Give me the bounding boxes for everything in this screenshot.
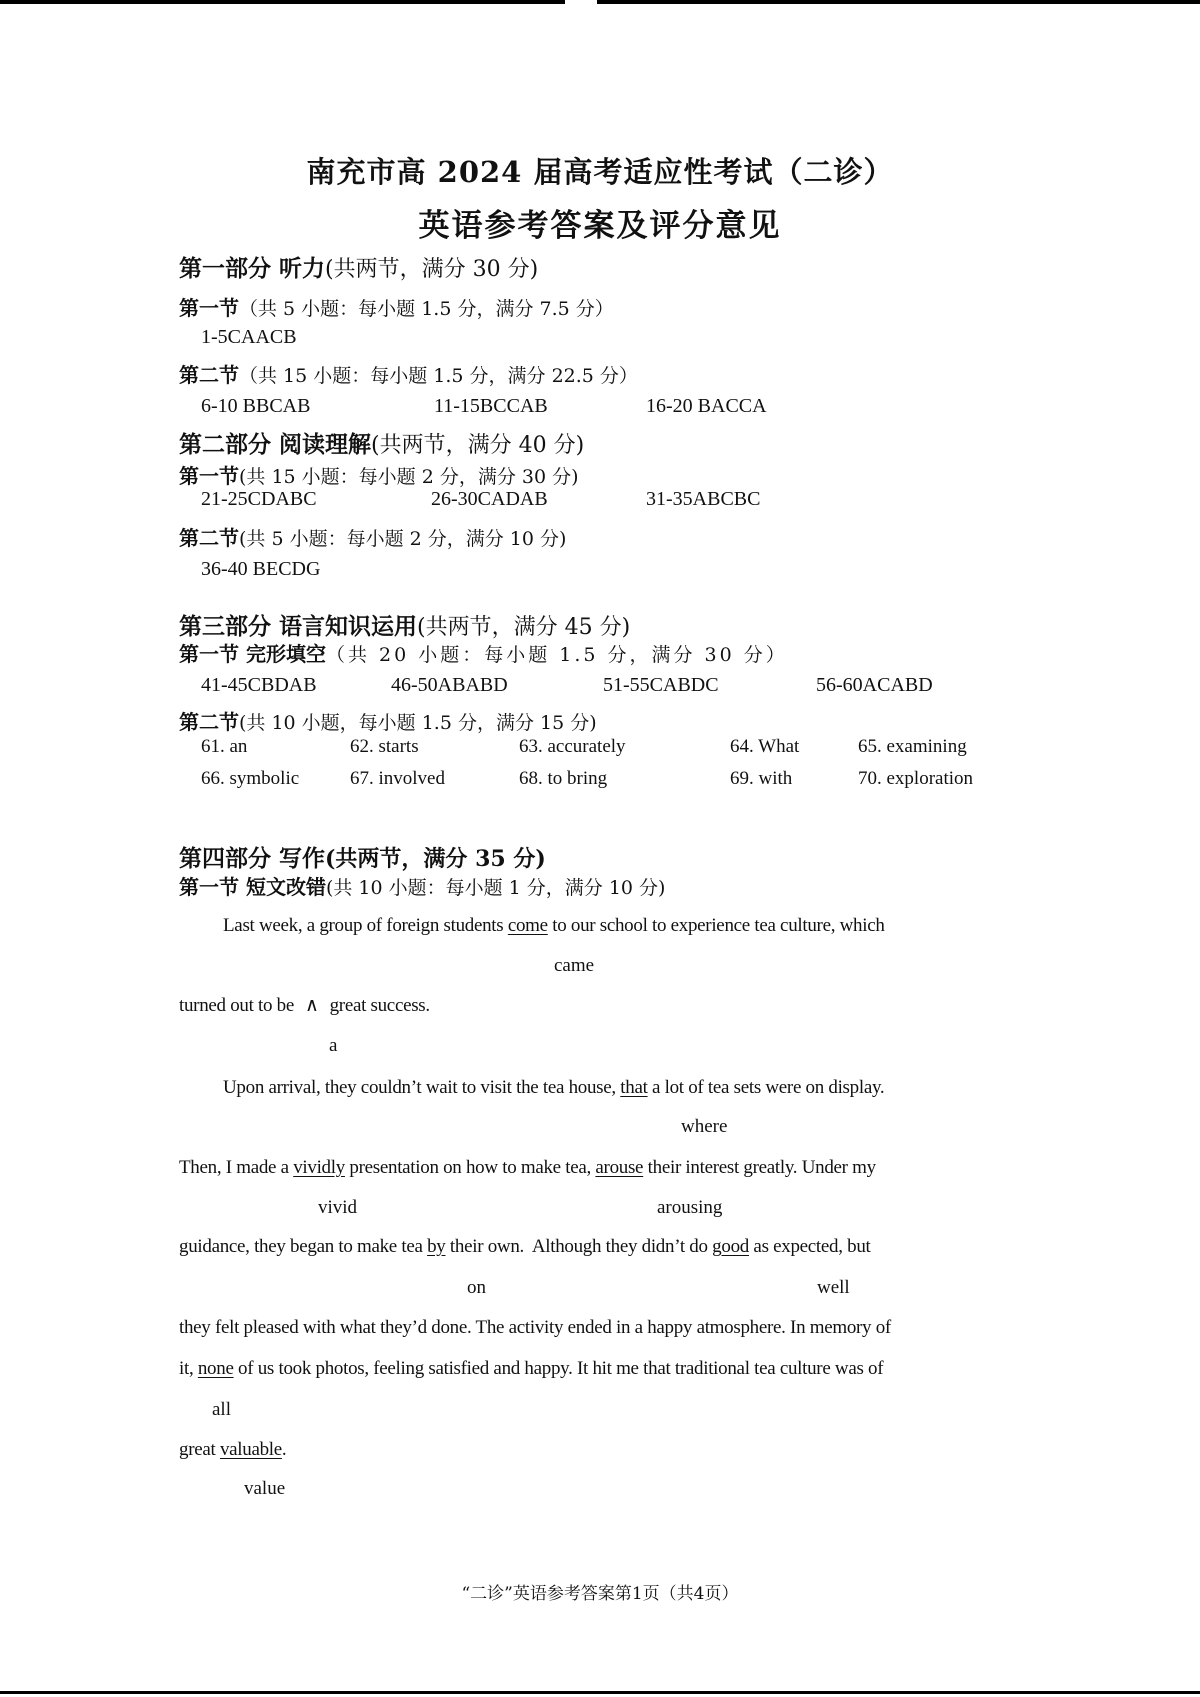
error-word: vividly [293,1157,345,1178]
answer-group: 6-10 BBCAB [201,395,311,417]
scan-edge-top-right [597,0,1200,4]
section-note: (共 10 小题：每小题 1 分，满分 10 分) [325,877,666,899]
answer-group: 36-40 BECDG [201,558,321,580]
passage-text: it, [179,1358,198,1379]
part1-note: (共两节，满分 30 分) [325,257,539,282]
answer-item: 63. accurately [519,736,626,757]
answer-item: 62. starts [350,736,419,757]
answer-item: 68. to bring [519,768,608,789]
answer-group: 11-15BCCAB [434,395,548,417]
passage-line [179,1358,883,1380]
answer-group: 1-5CAACB [201,326,297,348]
correction-word: came [554,955,595,976]
section-note: (共 10 小题，每小题 1.5 分，满分 15 分) [239,712,597,734]
answer-group: 26-30CADAB [431,488,548,510]
answer-group: 56-60ACABD [816,674,933,696]
document-title: 南充市高 2024 届高考适应性考试（二诊） [306,155,894,189]
passage-text: guidance, they began to make tea [179,1236,428,1257]
part4-sec1-heading [179,871,665,900]
correction-word: all [212,1399,231,1420]
part4-heading [179,840,546,873]
section-note: （共 20 小题：每小题 1.5 分，满分 30 分） [325,644,788,666]
part2-sec1-heading [179,460,579,489]
passage-line [223,1077,884,1099]
part4-note: (共两节，满分 35 分) [325,846,546,872]
answer-group: 41-45CBDAB [201,674,317,696]
section-label: 第一节 [179,464,239,488]
passage-text: to our school to experience tea culture, which [547,915,885,936]
part1-sec2-heading [179,359,638,388]
error-word: arouse [595,1157,644,1178]
error-word: come [507,915,548,936]
passage-text: Upon arrival, they couldn’t wait to visit the tea house, [223,1077,621,1098]
answer-group: 21-25CDABC [201,488,317,510]
section-label: 第一节 [179,296,239,320]
passage-line [223,915,885,937]
error-word: none [197,1358,234,1379]
section-note: (共 5 小题：每小题 2 分，满分 10 分) [239,528,567,550]
error-word: that [620,1077,648,1098]
document-subtitle: 英语参考答案及评分意见 [418,208,782,244]
correction-word: on [467,1277,486,1298]
error-word: valuable [219,1439,282,1460]
answer-group: 31-35ABCBC [646,488,761,510]
section-label: 第二节 [179,526,239,550]
section-note: （共 15 小题：每小题 1.5 分，满分 22.5 分） [239,365,638,387]
answer-item: 67. involved [350,768,445,789]
section-label: 第一节 短文改错 [179,875,326,899]
passage-text: of us took photos, feeling satisfied and happy. It hit me that traditional tea culture was of [233,1358,884,1379]
passage-line [179,994,430,1017]
scan-edge-top-left [0,0,565,4]
correction-word: value [244,1478,286,1499]
part3-label: 第三部分 语言知识运用 [179,613,418,640]
passage-text: their interest greatly. Under my [643,1157,876,1178]
passage-text: presentation on how to make tea, [344,1157,596,1178]
answer-item: 61. an [201,736,248,757]
page-footer: “二诊”英语参考答案第1页（共4页） [461,1584,739,1604]
correction-word: a [329,1035,338,1056]
part3-heading [179,608,630,641]
scan-edge-bottom [0,1691,1200,1694]
error-word: good [712,1236,749,1257]
passage-line: they felt pleased with what they’d done. The activity ended in a happy atmosphere. In memory of [179,1317,891,1338]
section-label: 第二节 [179,363,239,387]
answer-item: 64. What [730,736,800,757]
answer-item: 66. symbolic [201,768,300,789]
part1-sec1-heading [179,292,614,321]
part2-label: 第二部分 阅读理解 [179,431,372,458]
part1-label: 第一部分 听力 [179,255,326,282]
part1-heading [179,250,538,283]
answer-item: 65. examining [858,736,967,757]
passage-text: Then, I made a [179,1157,294,1178]
correction-word: arousing [657,1197,723,1218]
part2-sec2-heading [179,522,566,551]
part3-sec1-heading [179,638,788,667]
error-word: by [427,1236,446,1257]
part3-sec2-heading [179,706,597,735]
passage-text: Last week, a group of foreign students [223,915,508,936]
section-note: （共 5 小题：每小题 1.5 分，满分 7.5 分） [239,298,614,320]
correction-word: well [817,1277,850,1298]
answer-item: 69. with [730,768,793,789]
passage-line [179,1236,871,1258]
section-label: 第一节 完形填空 [179,642,326,666]
passage-text: their own. Although they didn’t do [445,1236,713,1257]
part3-note: (共两节，满分 45 分) [417,615,631,640]
passage-text: as expected, but [748,1236,871,1257]
answer-group: 16-20 BACCA [646,395,767,417]
passage-line [179,1439,286,1461]
passage-text: great success. [329,995,430,1016]
passage-line [179,1157,876,1179]
correction-word: vivid [318,1197,358,1218]
answer-group: 46-50ABABD [391,674,508,696]
passage-text: . [281,1439,287,1460]
answer-item: 70. exploration [858,768,974,789]
insertion-mark: ∧ [304,995,319,1016]
passage-text: a lot of tea sets were on display. [647,1077,885,1098]
part2-heading [179,426,584,459]
correction-word: where [681,1116,728,1137]
section-label: 第二节 [179,710,239,734]
passage-text: turned out to be [179,995,294,1016]
part2-note: (共两节，满分 40 分) [371,433,585,458]
part4-label: 第四部分 写作 [179,845,326,872]
passage-text: great [179,1439,220,1460]
section-note: (共 15 小题：每小题 2 分，满分 30 分) [239,466,579,488]
answer-group: 51-55CABDC [603,674,719,696]
